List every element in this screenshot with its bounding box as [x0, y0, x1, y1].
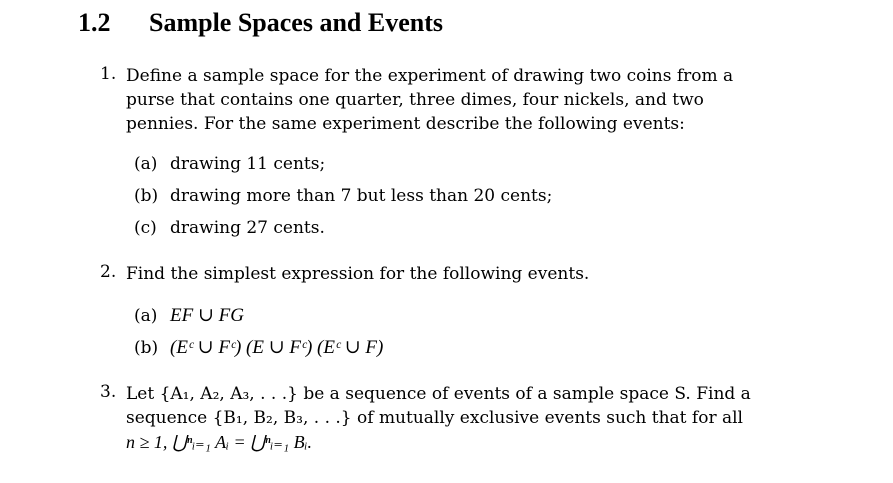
section-number: 1.2 [78, 8, 111, 37]
part-text: drawing more than 7 but less than 20 cents; [170, 186, 553, 206]
problem-3 [100, 382, 770, 455]
problem-1 [100, 64, 770, 244]
problem-number: 3. [100, 382, 117, 402]
part-label: (c) [134, 218, 157, 238]
problem-text: Find the simplest expression for the following events. [126, 264, 590, 284]
part-label: (b) [134, 338, 159, 358]
problem-parts [134, 148, 770, 244]
problem-part [134, 300, 770, 332]
section-title: Sample Spaces and Events [149, 8, 443, 37]
problem-2 [100, 262, 770, 364]
problem-part [134, 180, 770, 212]
part-text: drawing 27 cents. [170, 218, 325, 238]
problem-text: Let {A₁, A₂, A₃, . . .} be a sequence of events of a sample space S. Find a sequence {B₁, B₂, B₃, . . .} of mutually exclusive events such that for all [126, 384, 751, 428]
part-label: (a) [134, 306, 158, 326]
problem-part [134, 148, 770, 180]
section-heading [78, 8, 443, 38]
union-equation: n ≥ 1, ⋃ⁿᵢ₌₁ Aᵢ = ⋃ⁿᵢ₌₁ Bᵢ. [126, 432, 312, 452]
part-label: (a) [134, 154, 158, 174]
part-label: (b) [134, 186, 159, 206]
part-expression: EF ∪ FG [170, 305, 244, 326]
problem-number: 2. [100, 262, 117, 282]
problem-text: Define a sample space for the experiment of drawing two coins from a purse that contains one quarter, three dimes, four nickels, and two pennies. For the same experiment describe the following events: [126, 66, 734, 134]
problem-math-line [126, 430, 770, 455]
problem-part [134, 212, 770, 244]
part-text: drawing 11 cents; [170, 154, 326, 174]
problem-part [134, 332, 770, 364]
problem-number: 1. [100, 64, 117, 84]
problem-parts [134, 300, 770, 364]
part-expression: (Eᶜ ∪ Fᶜ) (E ∪ Fᶜ) (Eᶜ ∪ F) [170, 337, 384, 358]
